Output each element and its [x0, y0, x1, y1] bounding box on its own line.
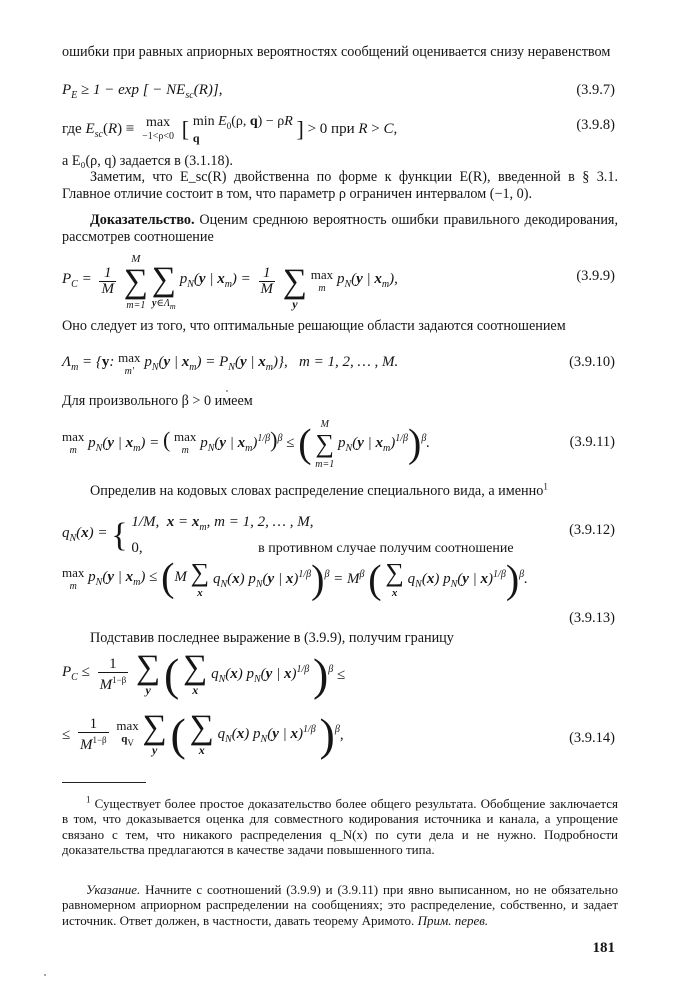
hint-label: Указание.: [86, 882, 141, 897]
footnote-separator: [62, 782, 146, 783]
footnote-paragraph: [62, 796, 618, 858]
substitute-paragraph: Подставив последнее выражение в (3.9.9), получим границу: [90, 630, 454, 646]
distribution-text: Определив на кодовых словах распределение специального вида, а именно: [90, 483, 544, 499]
equation-number: (3.9.12): [569, 522, 615, 538]
scan-speck: [44, 974, 46, 976]
equation-3-9-14-line2: ≤ 1 $M^{1-\beta}$ max $q_V$ ∑ y ( ∑ x $q_N(x)$ $p_N(y$ | x)$^{1/\beta}$ )$^\beta$,: [62, 708, 344, 760]
scan-speck: [226, 390, 228, 392]
beta-paragraph: Для произвольного β > 0 имеем: [62, 393, 253, 409]
equation-3-9-10: $\Lambda_m = \{y$: max m' $p_N(y$ | $x_m) = P_N(y$ | $x_m$)}, m = 1, 2, … , M.: [62, 350, 399, 377]
proof-text: Оценим среднюю вероятность ошибки правильного декодирования, рассмотрев соотношение: [62, 212, 618, 245]
distribution-paragraph: [62, 483, 618, 500]
equation-3-9-12: $q_N(x)$ = { 1/M, $x = x_m$, m = 1, 2, … , M, 0, в противном случае получим соотношение: [62, 514, 514, 556]
equation-number: (3.9.7): [576, 82, 615, 98]
equation-number: (3.9.14): [569, 730, 615, 746]
footnote-number: 1: [86, 794, 91, 805]
equation-number: (3.9.10): [569, 354, 615, 370]
page-number: 181: [592, 940, 615, 956]
equation-3-9-11: max m $p_N(y$ | $x_m$) = ( max m $p_N(y$ | $x_m)^{1/\beta})^\beta$ ≤ ( M ∑ m=1 $p_N(y$ | $x_m)^{1/\beta})^\beta$.: [62, 419, 431, 470]
equation-number: (3.9.8): [576, 117, 615, 133]
optimal-regions-paragraph: Оно следует из того, что оптимальные решающие области задаются соотношением: [62, 318, 566, 334]
footnote-text: Существует более простое доказательство более общего результата. Обобщение заключается в том, что доказывается оценка для совместного кодирования источника и канала, а упрощение связано с тем, что никакого распределения q_N(x) по сути дела и не нужно. Подробности доказательства предлагаются в качестве задачи повышенного типа.: [62, 796, 618, 858]
equation-number: (3.9.13): [569, 610, 615, 626]
equation-3-9-8: где $E_{sc}(R) \equiv \max$ −1<ρ<0 [ $\min E_0(\rho$, q) − ρR q ] > 0 при R > C,: [62, 114, 398, 145]
otherwise-text: в противном случае получим соотношение: [258, 541, 514, 556]
intro-paragraph: ошибки при равных априорных вероятностях сообщений оценивается снизу неравенством: [62, 44, 611, 60]
footnote-marker: 1: [543, 481, 548, 492]
equation-3-9-7: $P_E \ge 1 - \exp$ [ − $NE_{sc}(R)$],: [62, 82, 223, 101]
e0-reference: а E₀(ρ, q) задается в (3.1.18).: [62, 153, 233, 169]
proof-paragraph: [62, 212, 618, 246]
equation-number: (3.9.11): [569, 434, 615, 450]
equation-3-9-14-line1: $P_C \le 1$ $M^{1-\beta}$ ∑ y ( ∑ x $q_N(x)$ $p_N(y$ | x)$^{1/\beta}$ )$^\beta$ ≤: [62, 648, 346, 700]
footnote-hint-paragraph: [62, 882, 618, 928]
translator-note: Прим. перев.: [417, 912, 489, 928]
equation-3-9-9: $P_C = 1$ M M ∑ m=1 ∑ $y\in\Lambda_m$ $p_N(y$ | $x_m) = 1$ M ∑ y max m $p_N(y$ | $x_m$),: [62, 252, 398, 311]
equation-number: (3.9.9): [576, 268, 615, 284]
remark-paragraph: Заметим, что E_sc(R) двойственна по форме к функции E(R), введенной в § 3.1. Главное отличие состоит в том, что параметр ρ ограничен интервалом (−1, 0).: [62, 169, 618, 202]
hint-text: Начните с соотношений (3.9.9) и (3.9.11) при явно выписанном, но не обязательно равномерном априорном распределении на сообщениях; это распределение, собственно, и задает источник. Ответ должен, в частности, давать теорему Аримото.: [62, 882, 618, 928]
proof-label: Доказательство.: [90, 212, 195, 228]
equation-3-9-13: max m $p_N(y$ | $x_m) \le (M$ ∑ x $q_N(x)$ $p_N(y$ | $x)^{1/\beta})^\beta = M^\beta$ ( ∑ x $q_N(x)$ $p_N(y$ | x)$^{1/\beta}$)$^\beta$.: [62, 554, 528, 602]
